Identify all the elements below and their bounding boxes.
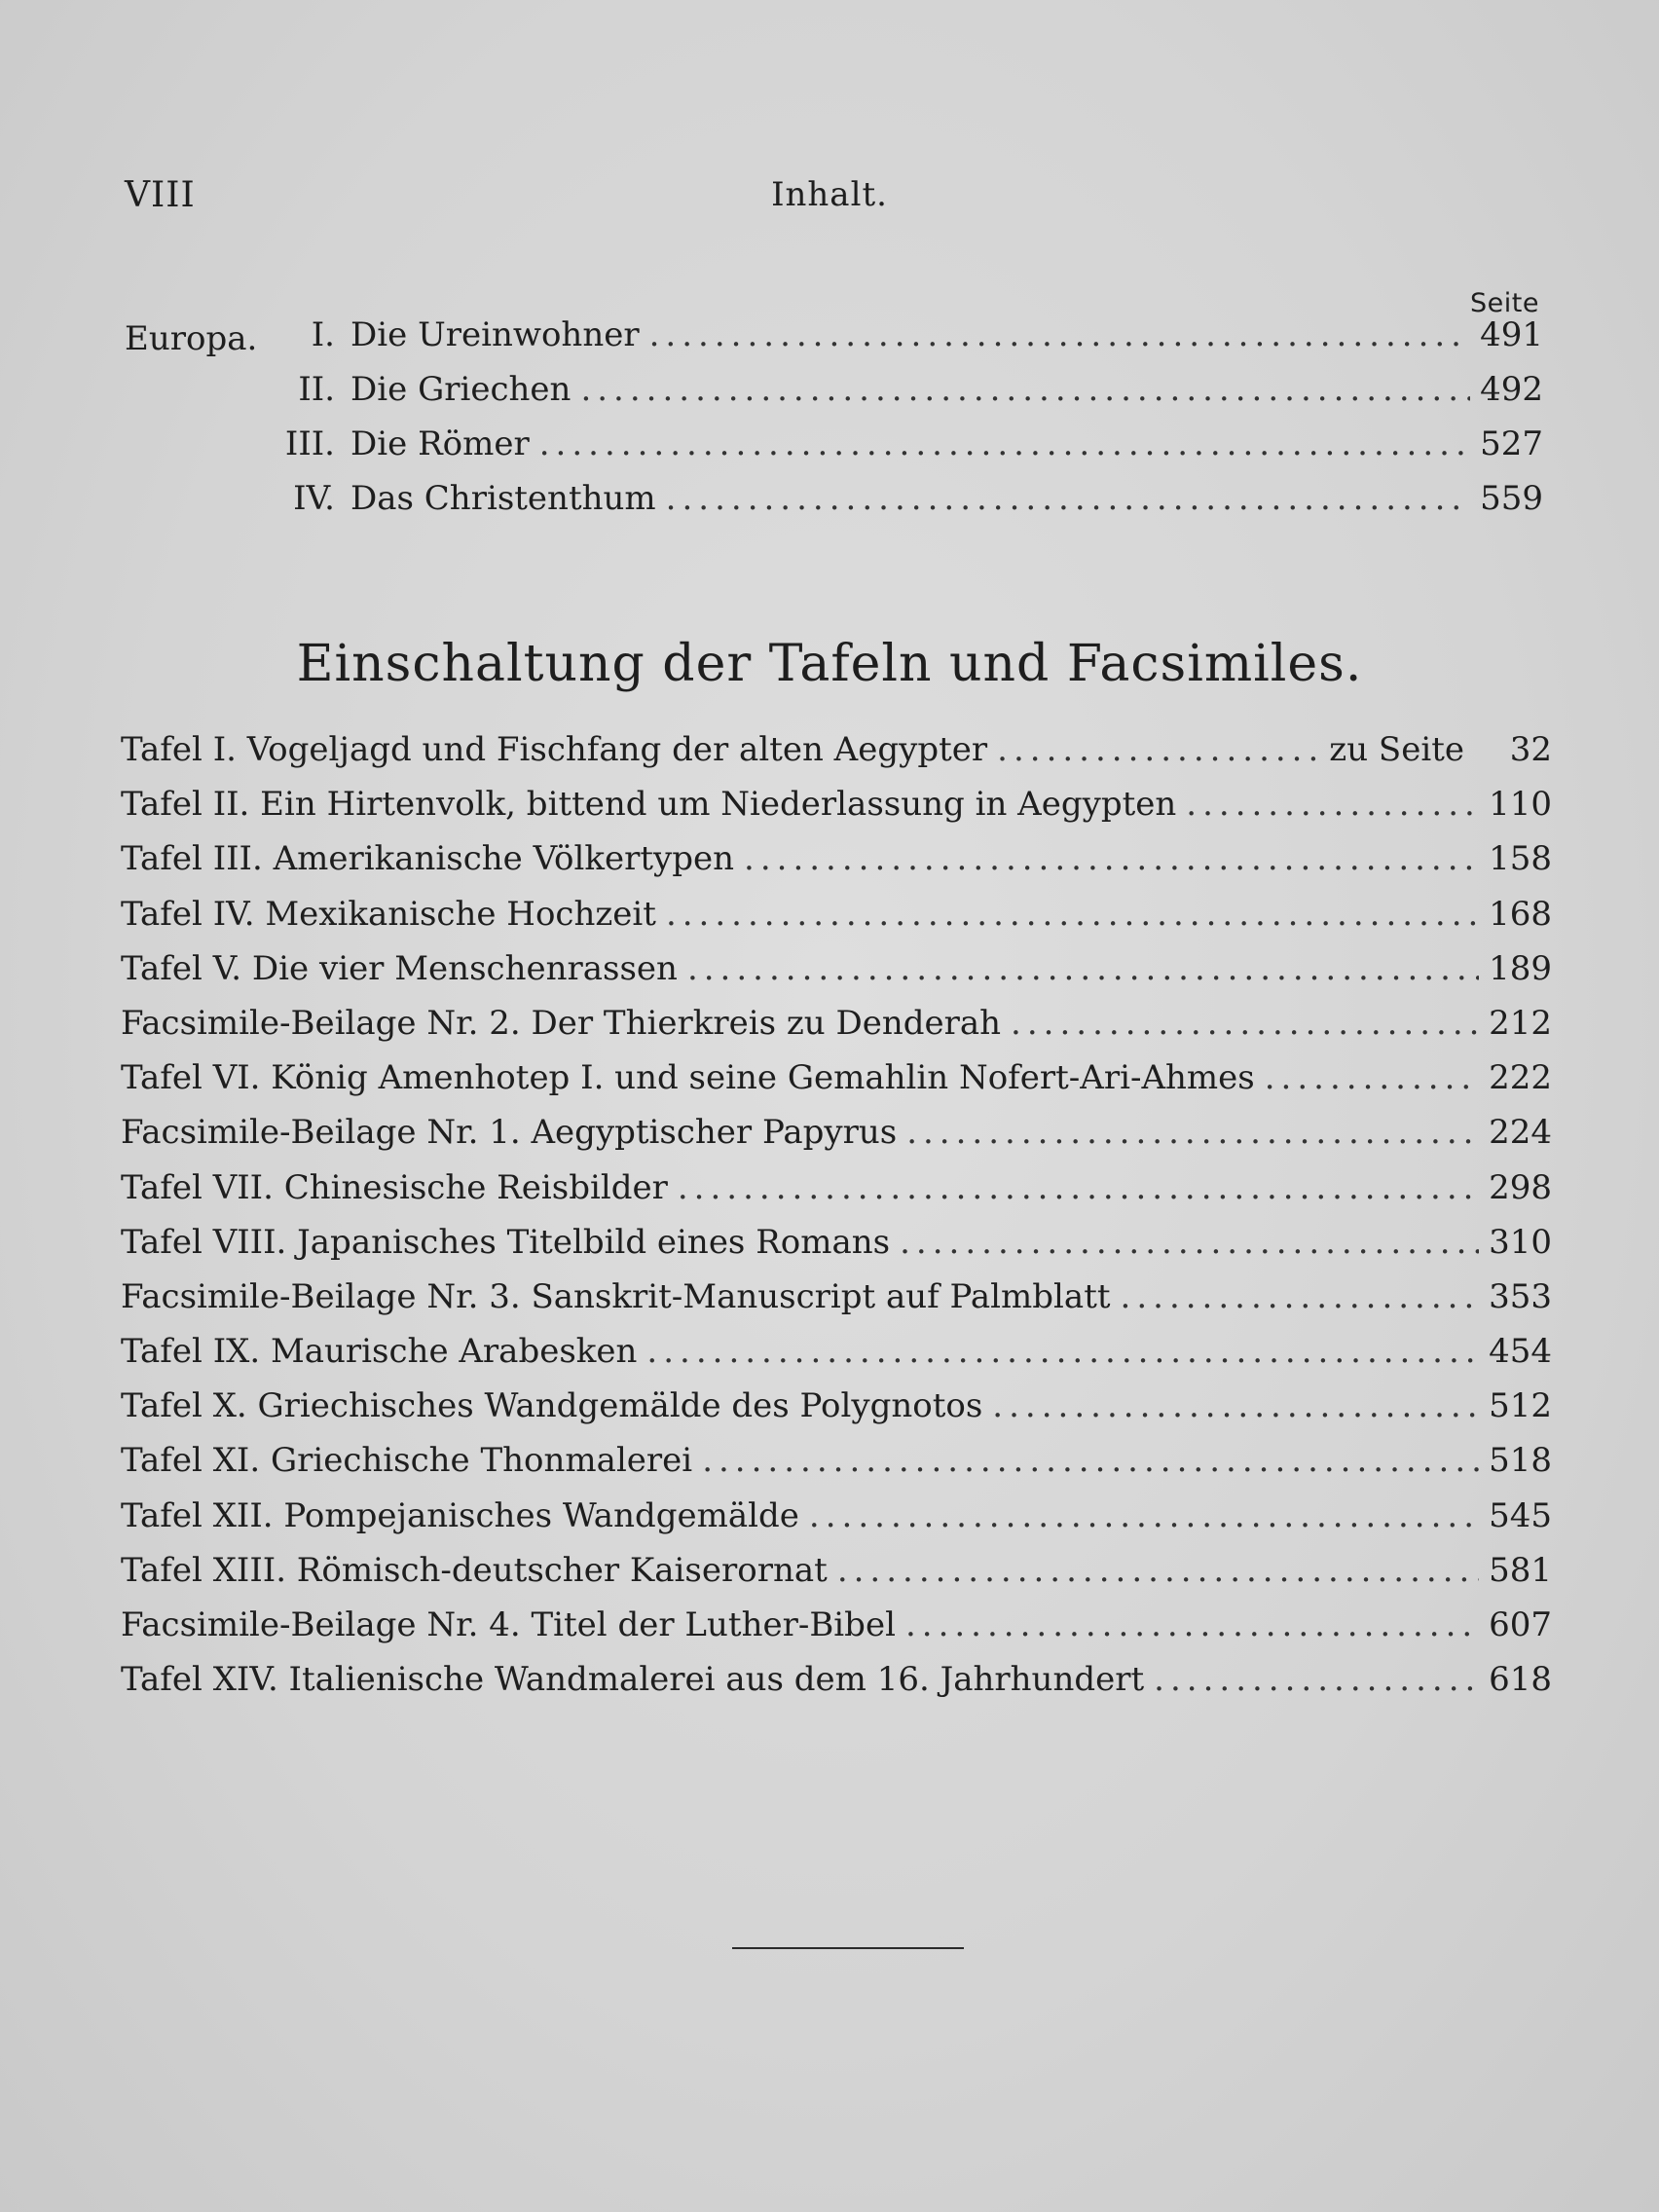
dot-leader <box>666 895 1479 934</box>
plate-title: Facsimile-Beilage Nr. 1. Aegyptischer Papyrus <box>121 1113 898 1153</box>
entry-page: 527 <box>1480 424 1543 463</box>
dot-leader <box>666 479 1470 518</box>
entry-number: III. <box>284 424 335 463</box>
toc-entry <box>273 424 1543 471</box>
plate-entry <box>121 1660 1552 1714</box>
dot-leader <box>539 424 1470 463</box>
page-column-label: Seite <box>1470 288 1539 318</box>
plate-title: Facsimile-Beilage Nr. 4. Titel der Luther-Bibel <box>121 1605 896 1644</box>
plate-title: Tafel IV. Mexikanische Hochzeit <box>121 894 656 934</box>
entry-page: 559 <box>1480 479 1543 518</box>
page-number: VIII <box>125 175 196 215</box>
plate-title: Tafel IX. Maurische Arabesken <box>121 1332 638 1372</box>
plate-title: Tafel VIII. Japanisches Titelbild eines Romans <box>121 1222 891 1262</box>
toc-entry <box>273 370 1543 417</box>
dot-leader <box>837 1551 1479 1590</box>
dot-leader <box>646 1332 1479 1371</box>
plate-page: 222 <box>1489 1058 1552 1098</box>
plate-entry <box>121 1113 1552 1167</box>
entry-title: Die Griechen <box>350 370 571 409</box>
plate-entry <box>121 1277 1552 1332</box>
dot-leader <box>997 730 1319 769</box>
closing-rule <box>732 1947 964 1949</box>
dot-leader <box>1265 1058 1479 1097</box>
dot-leader <box>992 1386 1479 1425</box>
plate-page: 298 <box>1489 1167 1552 1207</box>
plate-entry <box>121 839 1552 894</box>
plate-page: 189 <box>1489 948 1552 988</box>
entry-page: 491 <box>1480 315 1543 354</box>
plate-title: Tafel III. Amerikanische Völkertypen <box>121 839 735 879</box>
plate-page: 158 <box>1489 839 1552 879</box>
dot-leader <box>744 839 1479 878</box>
dot-leader <box>702 1441 1479 1480</box>
section-title: Einschaltung der Tafeln und Facsimiles. <box>296 635 1363 693</box>
entry-number: I. <box>311 315 335 354</box>
plate-entry <box>121 1058 1552 1113</box>
plate-entry <box>121 730 1552 785</box>
plate-entry <box>121 785 1552 839</box>
plate-entry <box>121 1496 1552 1551</box>
plate-page: 454 <box>1489 1332 1552 1372</box>
plate-page: 32 <box>1509 730 1552 769</box>
page-ref-label: zu Seite <box>1329 730 1464 769</box>
plate-entry <box>121 1332 1552 1386</box>
dot-leader <box>905 1605 1479 1644</box>
plate-page: 581 <box>1489 1550 1552 1590</box>
plate-page: 224 <box>1489 1113 1552 1153</box>
plate-title: Tafel II. Ein Hirtenvolk, bittend um Niederlassung in Aegypten <box>121 785 1177 825</box>
dot-leader <box>906 1113 1479 1152</box>
dot-leader <box>809 1496 1479 1535</box>
plate-title: Facsimile-Beilage Nr. 3. Sanskrit-Manuscript auf Palmblatt <box>121 1276 1111 1316</box>
plate-title: Tafel VI. König Amenhotep I. und seine Gemahlin Nofert-Ari-Ahmes <box>121 1058 1255 1098</box>
region-label: Europa. <box>125 319 258 358</box>
plate-entry <box>121 1386 1552 1441</box>
toc-entry <box>273 479 1543 526</box>
dot-leader <box>687 949 1479 988</box>
plate-entry <box>121 1004 1552 1058</box>
entry-title: Die Ureinwohner <box>350 315 640 354</box>
plate-entry <box>121 1223 1552 1277</box>
dot-leader <box>1186 785 1479 824</box>
plate-entry <box>121 1441 1552 1495</box>
plate-title: Tafel X. Griechisches Wandgemälde des Polygnotos <box>121 1386 983 1426</box>
entry-title: Die Römer <box>350 424 530 463</box>
dot-leader <box>900 1223 1479 1262</box>
plate-title: Tafel VII. Chinesische Reisbilder <box>121 1167 668 1207</box>
plate-page: 518 <box>1489 1441 1552 1481</box>
dot-leader <box>580 370 1470 409</box>
dot-leader <box>649 315 1470 354</box>
plates-list <box>121 730 1552 1714</box>
plate-title: Tafel XII. Pompejanisches Wandgemälde <box>121 1495 799 1535</box>
dot-leader <box>1121 1277 1480 1316</box>
plate-entry <box>121 895 1552 949</box>
toc-entry <box>273 315 1543 362</box>
plate-page: 168 <box>1489 894 1552 934</box>
dot-leader <box>678 1168 1479 1207</box>
dot-leader <box>1154 1660 1479 1699</box>
dot-leader <box>1011 1004 1479 1043</box>
entry-number: II. <box>298 370 335 409</box>
plate-title: Facsimile-Beilage Nr. 2. Der Thierkreis zu Denderah <box>121 1003 1002 1043</box>
plate-entry <box>121 1168 1552 1223</box>
plate-title: Tafel V. Die vier Menschenrassen <box>121 948 678 988</box>
plate-title: Tafel XI. Griechische Thonmalerei <box>121 1441 693 1481</box>
plate-page: 310 <box>1489 1222 1552 1262</box>
plate-page: 512 <box>1489 1386 1552 1426</box>
plate-title: Tafel XIV. Italienische Wandmalerei aus dem 16. Jahrhundert <box>121 1660 1145 1700</box>
plate-entry <box>121 1551 1552 1605</box>
plate-title: Tafel XIII. Römisch-deutscher Kaiserornat <box>121 1550 828 1590</box>
entry-page: 492 <box>1480 370 1543 409</box>
plate-title: Tafel I. Vogeljagd und Fischfang der alten Aegypter <box>121 730 988 769</box>
entry-number: IV. <box>293 479 335 518</box>
plate-entry <box>121 949 1552 1004</box>
running-head: Inhalt. <box>771 175 888 214</box>
plate-page: 110 <box>1489 785 1552 825</box>
plate-entry <box>121 1605 1552 1660</box>
entry-title: Das Christenthum <box>350 479 656 518</box>
plate-page: 353 <box>1489 1276 1552 1316</box>
plate-page: 607 <box>1489 1605 1552 1644</box>
plate-page: 212 <box>1489 1003 1552 1043</box>
plate-page: 545 <box>1489 1495 1552 1535</box>
plate-page: 618 <box>1489 1660 1552 1700</box>
